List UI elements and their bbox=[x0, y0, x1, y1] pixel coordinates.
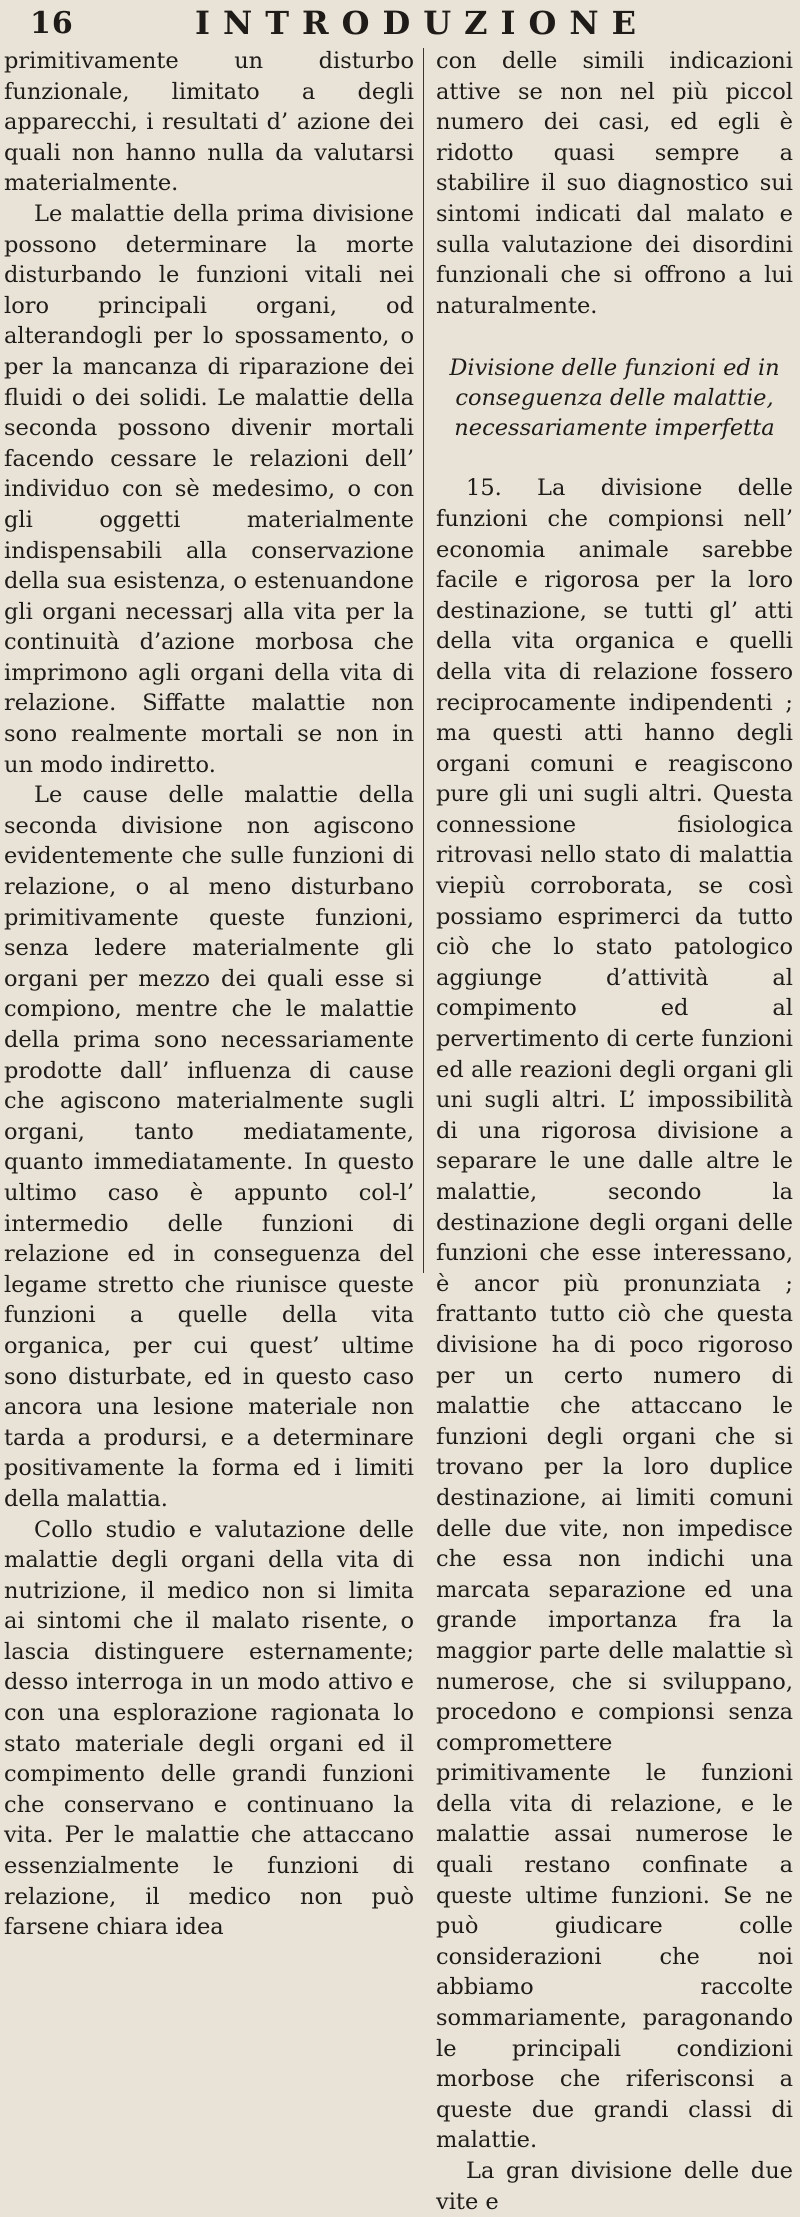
paragraph: La gran divisione delle due vite e bbox=[436, 2158, 793, 2215]
paragraph: con delle simili indicazioni attive se non nel più piccol numero dei casi, ed egli è ridotto quasi sempre a stabilire il suo diagnostico sui sintomi indicati dal malato e sulla valutazione dei disordini funzionali che si offrono a lui naturalmente. bbox=[436, 48, 793, 319]
paragraph: 15. La divisione delle funzioni che compionsi nell’ economia animale sarebbe facile e rigorosa per la loro destinazione, se tutti gl’ atti della vita organica e quelli della vita di relazione fossero reciprocamente indipendenti ; ma questi atti hanno degli organi comuni e reagiscono pure gli uni sugli altri. Questa connessione fisiologica ritrovasi nello stato di malattia viepiù corroborata, se così possiamo esprimerci da tutto ciò che lo stato patologico aggiunge d’attività al compimento ed al pervertimento di certe funzioni ed alle reazioni degli organi gli uni sugli altri. L’ impossibilità di una rigorosa divisione a separare le une dalle altre le malattie, secondo la destinazione degli organi delle funzioni che esse interessano, è ancor più pronunziata ; frattanto tutto ciò che questa divisione ha di poco rigoroso per un certo numero di malattie che attaccano le funzioni degli organi che si trovano per la loro duplice destinazione, ai limiti comuni delle due vite, non impedisce che essa non indichi una marcata separazione ed una grande importanza fra la maggior parte delle malattie sì numerose, che si sviluppano, procedono e compionsi senza compromettere primitivamente le funzioni della vita di relazione, e le malattie assai numerose le quali restano confinate a queste ultime funzioni. Se ne può giudicare colle considerazioni che noi abbiamo raccolte sommariamente, paragonando le principali condizioni morbose che riferisconsi a queste due grandi classi di malattie. bbox=[436, 475, 793, 2154]
page-header bbox=[0, 2, 800, 46]
left-column bbox=[4, 46, 414, 1943]
paragraph: primitivamente un disturbo funzionale, limitato a degli apparecchi, i resultati d’ azione dei quali non hanno nulla da valutarsi materialmente. bbox=[4, 48, 414, 197]
section-heading: Divisione delle funzioni ed in conseguenza delle malattie, necessariamente imperfetta bbox=[449, 355, 780, 442]
paragraph: Le cause delle malattie della seconda divisione non agiscono evidentemente che sulle funzioni di relazione, o al meno disturbano primitivamente queste funzioni, senza ledere materialmente gli organi per mezzo dei quali esse si compiono, mentre che le malattie della prima sono necessariamente prodotte dall’ influenza di cause che agiscono materialmente sugli organi, tanto mediatamente, quanto immediatamente. In questo ultimo caso è appunto col-l’ intermedio delle funzioni di relazione ed in conseguenza del legame stretto che riunisce queste funzioni a quelle della vita organica, per cui quest’ ultime sono disturbate, ed in questo caso ancora una lesione materiale non tarda a prodursi, e a determinare positivamente la forma ed i limiti della malattia. bbox=[4, 782, 414, 1512]
running-title: INTRODUZIONE bbox=[195, 4, 649, 42]
paragraph: Le malattie della prima divisione possono determinare la morte disturbando le funzioni vitali nei loro principali organi, od alterandogli per lo spossamento, o per la mancanza di riparazione dei fluidi o dei solidi. Le malattie della seconda possono divenir mortali facendo cessare le relazioni dell’ individuo con sè medesimo, o con gli oggetti materialmente indispensabili alla conservazione della sua esistenza, o estenuandone gli organi necessarj alla vita per la continuità d’azione morbosa che imprimono agli organi della vita di relazione. Siffatte malattie non sono realmente mortali se non in un modo indiretto. bbox=[4, 200, 414, 778]
column-divider bbox=[423, 48, 424, 1273]
right-column bbox=[436, 46, 793, 2217]
page-number: 16 bbox=[30, 6, 74, 41]
paragraph: Collo studio e valutazione delle malattie degli organi della vita di nutrizione, il medico non si limita ai sintomi che il malato risente, o lascia distinguere esternamente; desso interroga in un modo attivo e con una esplorazione ragionata lo stato materiale degli organi ed il compimento delle grandi funzioni che conservano e continuano la vita. Per le malattie che attaccano essenzialmente le funzioni di relazione, il medico non può farsene chiara idea bbox=[4, 1516, 414, 1941]
